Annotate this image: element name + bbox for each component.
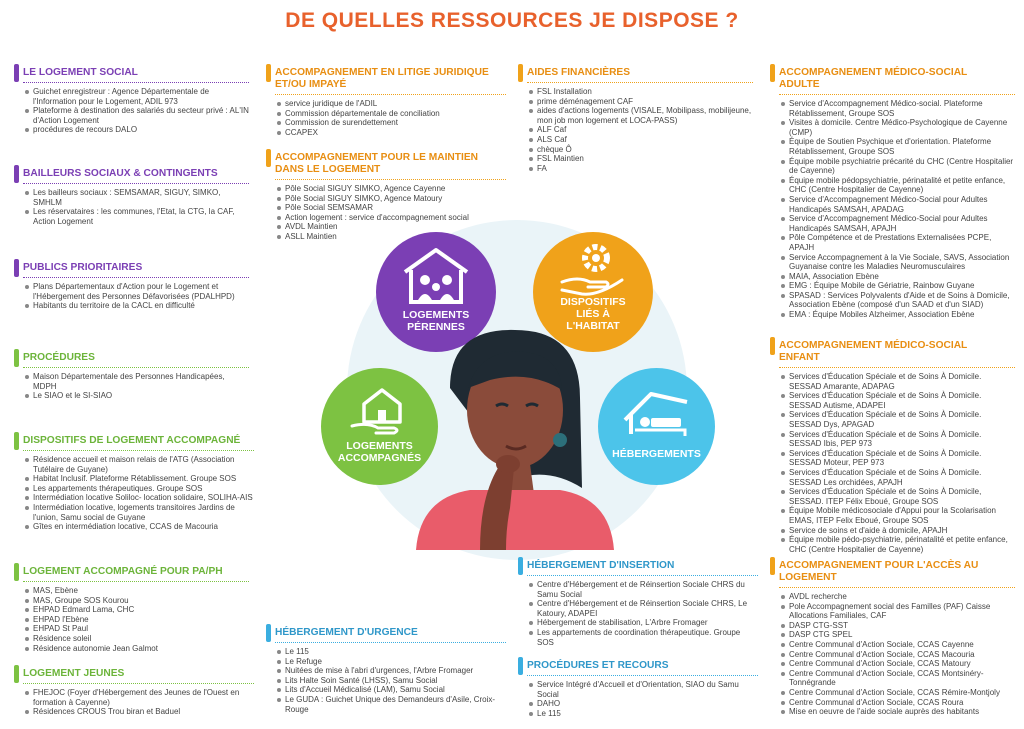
list-item: Lits d'Accueil Médicalisé (LAM), Samu Social <box>277 685 506 695</box>
title-line-1: ACCOMPAGNEMENT EN LITIGE JURIDIQUE <box>275 67 489 78</box>
list-item: Services d'Éducation Spéciale et de Soins À Domicile. SESSAD Autisme, ADAPEI <box>781 391 1015 410</box>
section-title <box>770 560 1015 588</box>
section-title: PROCÉDURES <box>14 352 249 368</box>
title-line-1: ACCOMPAGNEMENT POUR LE MAINTIEN <box>275 152 478 163</box>
list-item: Le 115 <box>277 647 506 657</box>
circle-label-line-2: LIÉS À <box>576 308 610 320</box>
list-item: Les bailleurs sociaux : SEMSAMAR, SIGUY, SIMKO, SMHLM <box>25 188 249 207</box>
section-title: LOGEMENT JEUNES <box>14 668 254 684</box>
list-item: FA <box>529 164 753 174</box>
section-title: HÉBERGEMENT D'INSERTION <box>518 560 758 576</box>
list-item: ALS Caf <box>529 135 753 145</box>
list-item: FHEJOC (Foyer d'Hébergement des Jeunes de l'Ouest en formation à Cayenne) <box>25 688 254 707</box>
title-line-2: ENFANT <box>779 352 820 363</box>
list-item: Nuitées de mise à l'abri d'urgences, l'Arbre Fromager <box>277 666 506 676</box>
section-medico-social-adulte <box>770 67 1015 320</box>
list-item: Pôle Social SIGUY SIMKO, Agence Cayenne <box>277 184 506 194</box>
section-logement-social <box>14 67 249 135</box>
list-item: Centre Communal d'Action Sociale, CCAS Rémire-Montjoly <box>781 688 1015 698</box>
list-item: Intermédiation locative, logements transitoires Jardins de l'union, Samu social de Guyane <box>25 503 254 522</box>
list-item: MAS, Ebène <box>25 586 249 596</box>
list-item: Le Refuge <box>277 657 506 667</box>
section-title: PUBLICS PRIORITAIRES <box>14 262 249 278</box>
item-list <box>518 87 753 173</box>
list-item: Équipe de Soutien Psychique et d'orientation. Plateforme Rétablissement, Groupe SOS <box>781 137 1015 156</box>
list-item: Équipe mobile pédopsychiatrie, périnatalité et petite enfance, CHC (Centre Hospitalier de Cayenne) <box>781 176 1015 195</box>
section-dispositifs-accompagne <box>14 435 254 532</box>
section-acces-logement <box>770 560 1015 717</box>
list-item: Pôle Social SEMSAMAR <box>277 203 506 213</box>
list-item: Plateforme à destination des salariés du secteur privé : AL'IN d'Action Logement <box>25 106 249 125</box>
list-item: Les appartements thérapeutiques. Groupe SOS <box>25 484 254 494</box>
item-list <box>770 592 1015 717</box>
section-procedures <box>14 352 249 401</box>
list-item: FSL Installation <box>529 87 753 97</box>
list-item: chèque Ô <box>529 145 753 155</box>
section-title <box>770 67 1015 95</box>
list-item: Centre Communal d'Action Sociale, CCAS Matoury <box>781 659 1015 669</box>
list-item: Résidence soleil <box>25 634 249 644</box>
section-jeunes <box>14 668 254 717</box>
item-list <box>770 99 1015 320</box>
item-list <box>770 372 1015 554</box>
item-list <box>518 580 758 647</box>
hand-gear-icon <box>558 242 628 298</box>
section-title <box>266 152 506 180</box>
hand-house-icon <box>350 382 410 438</box>
list-item: AVDL recherche <box>781 592 1015 602</box>
list-item: Le 115 <box>529 709 758 719</box>
section-aides-financieres <box>518 67 753 173</box>
circle-label-line-2: ACCOMPAGNÉS <box>337 452 422 464</box>
list-item: ASLL Maintien <box>277 232 506 242</box>
list-item: Lits Halte Soin Santé (LHSS), Samu Social <box>277 676 506 686</box>
list-item: aides d'actions logements (VISALE, Mobilipass, mobilijeune, mon job mon logement et LOCA-PASS) <box>529 106 753 125</box>
list-item: Pôle Compétence et de Prestations Externalisées PCPE, APAJH <box>781 233 1015 252</box>
list-item: Gîtes en intermédiation locative, CCAS de Macouria <box>25 522 254 532</box>
section-title: BAILLEURS SOCIAUX & CONTINGENTS <box>14 168 249 184</box>
list-item: Le SIAO et le SI-SIAO <box>25 391 249 401</box>
section-title <box>266 67 506 95</box>
list-item: Services d'Éducation Spéciale et de Soins À Domicile, SESSAD. ITEP Félix Eboué, Groupe SOS <box>781 487 1015 506</box>
list-item: Service Intégré d'Accueil et d'Orientation, SIAO du Samu Social <box>529 680 758 699</box>
list-item: Équipe Mobile médicosociale d'Appui pour la Scolarisation EMAS, ITEP Felix Eboué, Groupe SOS <box>781 506 1015 525</box>
list-item: CCAPEX <box>277 128 506 138</box>
list-item: Visites à domicile. Centre Médico-Psychologique de Cayenne (CMP) <box>781 118 1015 137</box>
list-item: Service Accompagnement à la Vie Sociale, SAVS, Association Guyanaise contre les Maladies Neuromusculaires <box>781 253 1015 272</box>
list-item: Plans Départementaux d'Action pour le Logement et l'Hébergement des Personnes Défavorisées (PDALHPD) <box>25 282 249 301</box>
list-item: Équipe mobile psychiatrie précarité du CHC (Centre Hospitalier de Cayenne) <box>781 157 1015 176</box>
list-item: ALF Caf <box>529 125 753 135</box>
section-hebergement-urgence <box>266 627 506 714</box>
list-item: Habitants du territoire de la CACL en difficulté <box>25 301 249 311</box>
section-title: PROCÉDURES ET RECOURS <box>518 660 758 676</box>
title-line-2: ET/OU IMPAYÉ <box>275 79 347 90</box>
woman-illustration <box>410 318 620 550</box>
item-list <box>14 372 249 401</box>
list-item: SPASAD : Services Polyvalents d'Aide et de Soins à Domicile, Association Ebène (composé d'un SAAD et d'un SIAD) <box>781 291 1015 310</box>
item-list <box>14 87 249 135</box>
list-item: Services d'Éducation Spéciale et de Soins À Domicile. SESSAD Les orchidées, APAJH <box>781 468 1015 487</box>
list-item: Équipe mobile pédo-psychiatrie, périnatalité et petite enfance, CHC (Centre Hospitalier de Cayenne) <box>781 535 1015 554</box>
list-item: Centre d'Hébergement et de Réinsertion Sociale CHRS, Le Katoury, ADAPEI <box>529 599 758 618</box>
section-procedures-recours <box>518 660 758 718</box>
list-item: Service d'Accompagnement Médico-social. Plateforme Rétablissement, Groupe SOS <box>781 99 1015 118</box>
section-title: LOGEMENT ACCOMPAGNÉ POUR PA/PH <box>14 566 249 582</box>
section-medico-social-enfant <box>770 340 1015 554</box>
list-item: EHPAD l'Ebène <box>25 615 249 625</box>
item-list <box>518 680 758 718</box>
list-item: Intermédiation locative Soliloc- location solidaire, SOLIHA-AIS <box>25 493 254 503</box>
section-title: HÉBERGEMENT D'URGENCE <box>266 627 506 643</box>
list-item: Les réservataires : les communes, l'Etat, la CTG, la CAF, Action Logement <box>25 207 249 226</box>
section-title: DISPOSITIFS DE LOGEMENT ACCOMPAGNÉ <box>14 435 254 451</box>
title-line-1: ACCOMPAGNEMENT MÉDICO-SOCIAL <box>779 340 968 351</box>
title-line-2: ADULTE <box>779 79 820 90</box>
list-item: DAHO <box>529 699 758 709</box>
page-title: DE QUELLES RESSOURCES JE DISPOSE ? <box>285 9 739 32</box>
section-litige <box>266 67 506 137</box>
list-item: EHPAD Edmard Lama, CHC <box>25 605 249 615</box>
item-list <box>14 455 254 532</box>
item-list <box>14 282 249 311</box>
bed-shelter-icon <box>621 390 691 436</box>
item-list <box>14 188 249 226</box>
list-item: Centre Communal d'Action Sociale, CCAS Montsinéry-Tonnégrande <box>781 669 1015 688</box>
list-item: Guichet enregistreur : Agence Départementale de l'Information pour le Logement, ADIL 973 <box>25 87 249 106</box>
list-item: Services d'Éducation Spéciale et de Soins À Domicile. SESSAD Moteur, PEP 973 <box>781 449 1015 468</box>
section-title: LE LOGEMENT SOCIAL <box>14 67 249 83</box>
list-item: Centre Communal d'Action Sociale, CCAS Macouria <box>781 650 1015 660</box>
list-item: Services d'Éducation Spéciale et de Soins À Domicile. SESSAD Dys, APAGAD <box>781 410 1015 429</box>
circle-label-line-1: DISPOSITIFS <box>560 296 626 308</box>
list-item: Résidences CROUS Trou biran et Baduel <box>25 707 254 717</box>
circle-label-line-1: LOGEMENTS <box>346 440 413 452</box>
list-item: MAIA, Association Ebène <box>781 272 1015 282</box>
list-item: AVDL Maintien <box>277 222 506 232</box>
list-item: procédures de recours DALO <box>25 125 249 135</box>
list-item: Résidence accueil et maison relais de l'ATG (Association Tutélaire de Guyane) <box>25 455 254 474</box>
list-item: service juridique de l'ADIL <box>277 99 506 109</box>
list-item: Commission de surendettement <box>277 118 506 128</box>
title-line-2: LOGEMENT <box>779 572 837 583</box>
title-line-1: ACCOMPAGNEMENT POUR L'ACCÈS AU <box>779 560 979 571</box>
list-item: Commission départementale de conciliation <box>277 109 506 119</box>
list-item: Pole Accompagnement social des Familles (PAF) Caisse Allocations Familiales, CAF <box>781 602 1015 621</box>
item-list <box>266 99 506 137</box>
list-item: DASP CTG SPEL <box>781 630 1015 640</box>
list-item: MAS, Groupe SOS Kourou <box>25 596 249 606</box>
list-item: DASP CTG-SST <box>781 621 1015 631</box>
circle-label: HÉBERGEMENTS <box>612 448 701 460</box>
circle-label-line-2: PÉRENNES <box>407 321 465 333</box>
item-list <box>14 586 249 653</box>
list-item: Centre d'Hébergement et de Réinsertion Sociale CHRS du Samu Social <box>529 580 758 599</box>
list-item: FSL Maintien <box>529 154 753 164</box>
list-item: Action logement : service d'accompagnement social <box>277 213 506 223</box>
section-title: AIDES FINANCIÈRES <box>518 67 753 83</box>
list-item: Hébergement de stabilisation, L'Arbre Fromager <box>529 618 758 628</box>
list-item: Service d'Accompagnement Médico-Social pour Adultes Handicapés SAMSAH, APADAG <box>781 195 1015 214</box>
list-item: Services d'Éducation Spéciale et de Soins À Domicile. SESSAD Ibis, PEP 973 <box>781 430 1015 449</box>
circle-label-line-3: L'HABITAT <box>566 320 620 332</box>
section-pa-ph <box>14 566 249 653</box>
item-list <box>266 647 506 714</box>
title-line-2: DANS LE LOGEMENT <box>275 164 381 175</box>
list-item: Maison Départementale des Personnes Handicapées, MDPH <box>25 372 249 391</box>
list-item: Habitat Inclusif. Plateforme Rétablissement. Groupe SOS <box>25 474 254 484</box>
item-list <box>14 688 254 717</box>
list-item: EMG : Équipe Mobile de Gériatrie, Rainbow Guyane <box>781 281 1015 291</box>
list-item: EHPAD St Paul <box>25 624 249 634</box>
list-item: Le GUDA : Guichet Unique des Demandeurs d'Asile, Croix-Rouge <box>277 695 506 714</box>
list-item: prime déménagement CAF <box>529 97 753 107</box>
list-item: Les appartements de coordination thérapeutique. Groupe SOS <box>529 628 758 647</box>
list-item: EMA : Équipe Mobiles Alzheimer, Association Ebène <box>781 310 1015 320</box>
list-item: Mise en oeuvre de l'aide sociale auprès des habitants <box>781 707 1015 717</box>
section-title <box>770 340 1015 368</box>
section-publics-prioritaires <box>14 262 249 311</box>
list-item: Service d'Accompagnement Médico-Social pour Adultes Handicapés SAMSAH, APAJH <box>781 214 1015 233</box>
list-item: Services d'Éducation Spéciale et de Soins À Domicile. SESSAD Amarante, ADAPAG <box>781 372 1015 391</box>
list-item: Résidence autonomie Jean Galmot <box>25 644 249 654</box>
section-bailleurs <box>14 168 249 226</box>
list-item: Centre Communal d'Action Sociale, CCAS Cayenne <box>781 640 1015 650</box>
title-line-1: ACCOMPAGNEMENT MÉDICO-SOCIAL <box>779 67 968 78</box>
list-item: Service de soins et d'aide à domicile, APAJH <box>781 526 1015 536</box>
family-house-icon <box>401 246 471 306</box>
list-item: Pôle Social SIGUY SIMKO, Agence Matoury <box>277 194 506 204</box>
circle-label-line-1: LOGEMENTS <box>402 309 470 321</box>
list-item: Centre Communal d'Action Sociale, CCAS Roura <box>781 698 1015 708</box>
section-hebergement-insertion <box>518 560 758 647</box>
